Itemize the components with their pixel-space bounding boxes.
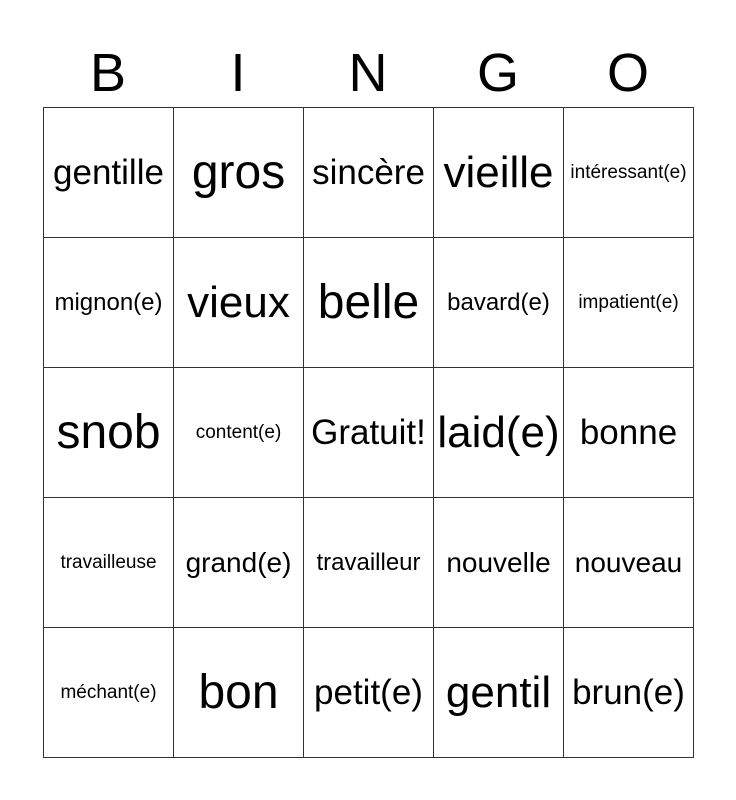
bingo-cell[interactable]: brun(e) [564,628,694,758]
bingo-cell[interactable]: intéressant(e) [564,108,694,238]
bingo-cell[interactable]: grand(e) [174,498,304,628]
bingo-cell[interactable]: bon [174,628,304,758]
bingo-cell[interactable]: sincère [304,108,434,238]
bingo-cell[interactable]: gentille [44,108,174,238]
free-space-cell[interactable]: Gratuit! [304,368,434,498]
bingo-cell[interactable]: mignon(e) [44,238,174,368]
bingo-cell[interactable]: travailleuse [44,498,174,628]
bingo-cell[interactable]: travailleur [304,498,434,628]
bingo-header [43,38,693,108]
bingo-cell[interactable]: petit(e) [304,628,434,758]
header-letter-n: N [348,43,388,103]
bingo-cell[interactable]: vieux [174,238,304,368]
bingo-cell[interactable]: snob [44,368,174,498]
bingo-cell[interactable]: content(e) [174,368,304,498]
header-letter-b: B [89,43,127,103]
bingo-cell[interactable]: bonne [564,368,694,498]
bingo-cell[interactable]: belle [304,238,434,368]
bingo-cell[interactable]: gros [174,108,304,238]
bingo-cell[interactable]: impatient(e) [564,238,694,368]
header-letter-i: I [230,43,246,103]
header-letter-o: O [606,43,649,103]
bingo-cell[interactable]: nouveau [564,498,694,628]
bingo-cell[interactable]: laid(e) [434,368,564,498]
bingo-cell[interactable]: vieille [434,108,564,238]
bingo-cell[interactable]: nouvelle [434,498,564,628]
bingo-cell[interactable]: méchant(e) [44,628,174,758]
bingo-cell[interactable]: gentil [434,628,564,758]
header-letter-g: G [476,43,519,103]
bingo-board [43,107,694,758]
bingo-cell[interactable]: bavard(e) [434,238,564,368]
